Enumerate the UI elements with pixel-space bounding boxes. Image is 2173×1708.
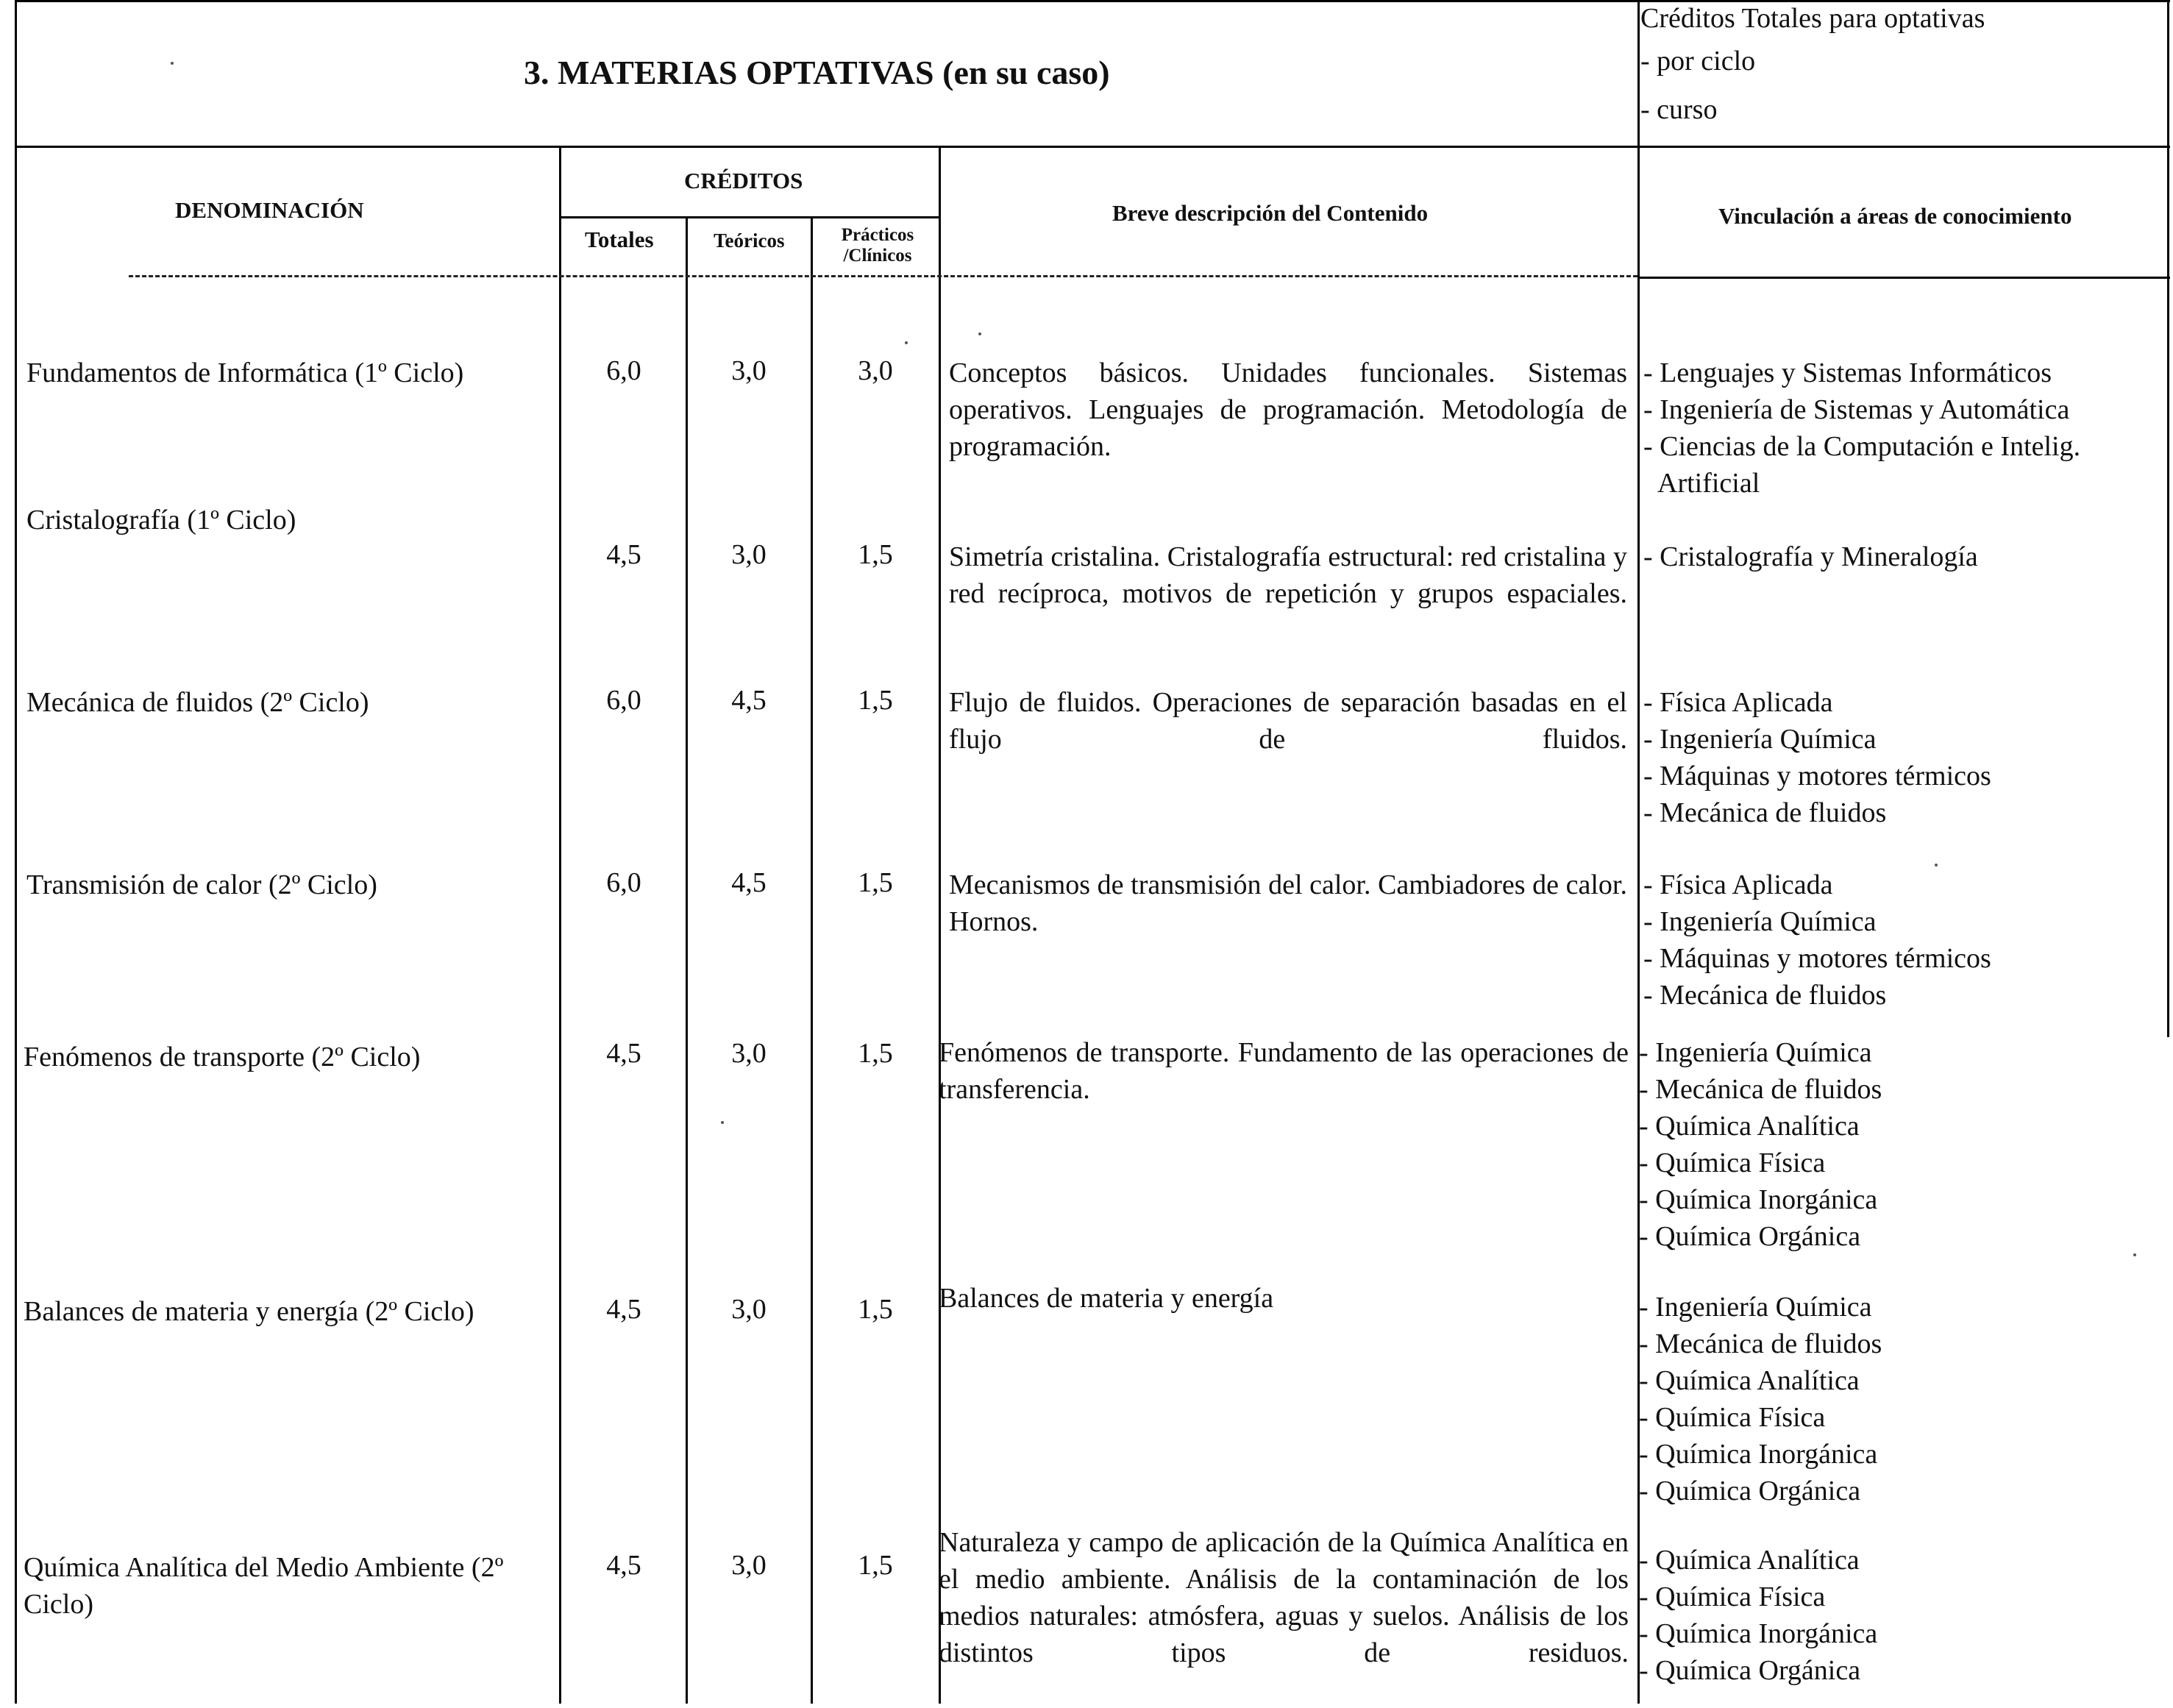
col-divider-totales [686,218,688,1704]
row-description: Fenómenos de transporte. Fundamento de las operaciones de transferencia. [939,1037,1629,1105]
area-item: - Mecánica de fluidos [1643,980,1887,1011]
row-practicos: 1,5 [858,1550,893,1581]
row-name-line-2: Ciclo) [24,1589,93,1620]
row-name: Fundamentos de Informática (1º Ciclo) [26,357,464,388]
credits-box-line-1: Créditos Totales para optativas [1640,3,1985,34]
scan-speck [2133,1253,2136,1256]
area-item: - Máquinas y motores térmicos [1643,761,1991,791]
area-item: - Química Analítica [1639,1111,1860,1142]
col-header-denominacion: DENOMINACIÓN [175,197,364,223]
row-name: Mecánica de fluidos (2º Ciclo) [26,687,369,718]
row-practicos: 3,0 [858,355,893,386]
left-border-upper [15,0,17,1037]
area-item: - Mecánica de fluidos [1639,1328,1882,1359]
row-teoricos: 4,5 [731,867,767,898]
area-item: - Ingeniería de Sistemas y Automática [1643,394,2070,425]
row-practicos: 1,5 [858,539,893,570]
col-header-creditos: CRÉDITOS [684,168,803,193]
row-totales: 6,0 [606,685,641,716]
header-bottom-rule [1637,277,2170,279]
area-item: - Física Aplicada [1643,687,1833,718]
col-header-vinculacion: Vinculación a áreas de conocimiento [1718,203,2072,229]
scan-speck [1935,864,1938,867]
row-areas [1639,1542,1877,1689]
row-teoricos: 3,0 [731,1550,767,1581]
row-areas [1639,1289,1882,1509]
area-item: - Mecánica de fluidos [1643,797,1887,828]
area-item: - Química Inorgánica [1639,1184,1878,1215]
area-item: - Química Orgánica [1639,1221,1861,1252]
scan-speck [721,1121,724,1124]
row-totales: 4,5 [606,1294,641,1325]
credits-box-line-3: - curso [1640,94,1718,125]
area-item: - Lenguajes y Sistemas Informáticos [1643,357,2052,388]
row-description: Balances de materia y energía [939,1283,1274,1314]
row-practicos: 1,5 [858,1038,893,1069]
area-item: - Química Física [1639,1147,1826,1178]
col-divider-name [559,146,561,1704]
area-item: - Ingeniería Química [1643,724,1877,755]
col-header-practicos-line-2: /Clínicos [843,246,912,266]
row-totales: 4,5 [606,1550,641,1581]
row-totales: 6,0 [606,867,641,898]
row-teoricos: 3,0 [731,539,767,570]
page-title: 3. MATERIAS OPTATIVAS (en su caso) [524,54,1110,91]
row-areas [1643,355,2080,502]
area-item: - Química Orgánica [1639,1476,1861,1506]
row-description: Naturaleza y campo de aplicación de la Química Analítica en el medio ambiente. Análisis de la contaminación de los medios naturales: atmósfera, aguas y suelos. Análisis de los distintos tipos de residuos. [939,1527,1629,1668]
row-teoricos: 3,0 [731,1294,767,1325]
area-item: - Mecánica de fluidos [1639,1074,1882,1105]
area-item: - Ingeniería Química [1643,906,1877,937]
row-description: Flujo de fluidos. Operaciones de separación basadas en el flujo de fluidos. [949,687,1627,755]
area-item: Artificial [1643,468,1760,499]
row-name-line-1: Química Analítica del Medio Ambiente (2º [24,1552,504,1583]
row-totales: 4,5 [606,1038,641,1069]
row-description: Simetría cristalina. Cristalografía estructural: red cristalina y red recíproca, motivos de repetición y grupos espaciales. [949,541,1627,609]
row-teoricos: 3,0 [731,355,767,386]
col-header-totales: Totales [585,227,654,252]
row-totales: 6,0 [606,355,641,386]
row-practicos: 1,5 [858,1294,893,1325]
header-dashed-rule [129,275,1637,277]
row-description: Conceptos básicos. Unidades funcionales. Sistemas operativos. Lenguajes de programación. Metodología de programación. [949,357,1627,462]
row-areas [1643,684,1991,831]
scan-speck [905,341,908,344]
scan-speck [171,62,174,65]
left-border-lower [15,1037,17,1704]
row-totales: 4,5 [606,539,641,570]
col-header-teoricos: Teóricos [714,229,785,252]
row-practicos: 1,5 [858,685,893,716]
title-bottom-rule [15,146,2170,148]
area-item: - Química Analítica [1639,1365,1860,1396]
row-name: Fenómenos de transporte (2º Ciclo) [24,1042,421,1072]
row-name [24,1549,503,1623]
scan-speck [978,332,981,335]
col-header-practicos [818,225,937,266]
row-name: Cristalografía (1º Ciclo) [26,505,296,535]
area-item: - Química Analítica [1639,1545,1860,1576]
row-description: Mecanismos de transmisión del calor. Cambiadores de calor. Hornos. [949,869,1627,937]
row-name: Balances de materia y energía (2º Ciclo) [24,1296,474,1327]
area-item: - Química Física [1639,1581,1826,1612]
area-item: - Ingeniería Química [1639,1037,1872,1068]
col-header-descripcion: Breve descripción del Contenido [1112,200,1429,226]
col-divider-teoricos [811,218,813,1704]
area-item: - Física Aplicada [1643,869,1833,900]
row-name: Transmisión de calor (2º Ciclo) [26,869,377,900]
col-header-practicos-line-1: Prácticos [841,225,914,245]
row-teoricos: 3,0 [731,1038,767,1069]
creditos-subheader-rule [559,216,940,218]
credits-box-line-2: - por ciclo [1640,46,1756,76]
area-item: - Química Inorgánica [1639,1439,1878,1470]
area-item: - Cristalografía y Mineralogía [1643,541,1978,572]
col-divider-practicos [939,146,941,1704]
area-item: - Ingeniería Química [1639,1292,1872,1323]
right-border [2167,0,2169,1037]
row-practicos: 1,5 [858,867,893,898]
area-item: - Máquinas y motores térmicos [1643,943,1991,974]
area-item: - Química Orgánica [1639,1655,1861,1686]
area-item: - Ciencias de la Computación e Intelig. [1643,431,2081,462]
row-teoricos: 4,5 [731,685,767,716]
area-item: - Química Inorgánica [1639,1618,1878,1649]
row-areas [1639,1034,1882,1255]
row-areas [1643,867,1991,1014]
row-areas [1643,538,1978,575]
area-item: - Química Física [1639,1402,1826,1433]
